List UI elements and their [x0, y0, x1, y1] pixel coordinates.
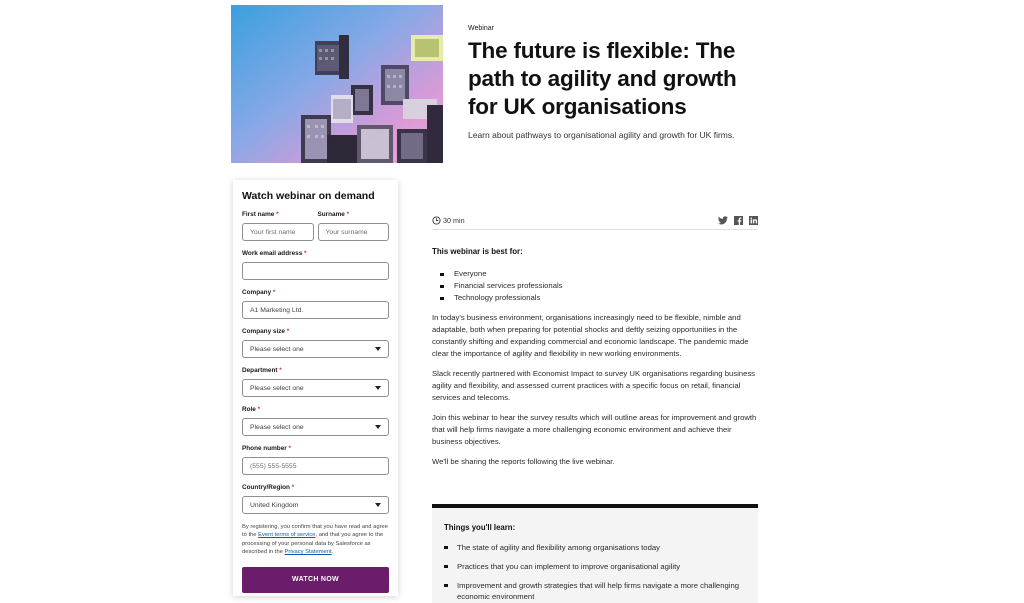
- form-title: Watch webinar on demand: [242, 190, 375, 202]
- email-input[interactable]: [242, 262, 389, 280]
- country-select[interactable]: United Kingdom: [242, 496, 389, 514]
- city-collage-illustration: [231, 5, 443, 163]
- first-name-label: First name *: [242, 211, 279, 218]
- company-label: Company *: [242, 289, 276, 296]
- company-field-group: [242, 289, 389, 319]
- phone-field-group: [242, 445, 389, 475]
- description-paragraph: We'll be sharing the reports following the live webinar.: [432, 457, 615, 466]
- learn-heading: Things you'll learn:: [444, 523, 516, 532]
- linkedin-icon[interactable]: [749, 216, 758, 225]
- privacy-statement-link[interactable]: Privacy Statement: [284, 549, 332, 556]
- share-icons: [718, 216, 758, 225]
- first-name-input[interactable]: Your first name: [242, 223, 314, 241]
- description-paragraph: Slack recently partnered with Economist Impact to survey UK organisations regarding business agility and flexibility, and assessed current practices with a specific focus on retail, financial services and telecoms.: [432, 369, 756, 402]
- learn-box: [432, 504, 758, 603]
- list-item: Practices that you can implement to improve organisational agility: [444, 561, 746, 572]
- best-for-list: [432, 268, 758, 304]
- list-item: Everyone: [432, 268, 758, 280]
- page-title: The future is flexible: The path to agility and growth for UK organisations: [468, 38, 737, 119]
- page-subtitle: Learn about pathways to organisational agility and growth for UK firms.: [468, 130, 735, 140]
- surname-label: Surname *: [317, 211, 350, 218]
- role-field-group: [242, 406, 389, 436]
- chevron-down-icon: [375, 386, 381, 390]
- country-label: Country/Region *: [242, 484, 295, 491]
- description-paragraph: Join this webinar to hear the survey results which will outline areas for improvement and growth that will help firms navigate a more challenging economic environment and achieve their business objectives.: [432, 413, 757, 446]
- company-input[interactable]: A1 Marketing Ltd.: [242, 301, 389, 319]
- department-label: Department *: [242, 367, 282, 374]
- company-size-select[interactable]: Please select one: [242, 340, 389, 358]
- duration: [432, 216, 465, 225]
- chevron-down-icon: [375, 503, 381, 507]
- surname-field-group: [318, 211, 390, 241]
- role-label: Role *: [242, 406, 261, 413]
- chevron-down-icon: [375, 347, 381, 351]
- best-for-heading: This webinar is best for:: [432, 247, 523, 256]
- registration-form: [233, 180, 398, 596]
- facebook-icon[interactable]: [734, 216, 743, 225]
- phone-input[interactable]: (555) 555-5555: [242, 457, 389, 475]
- email-label: Work email address *: [242, 250, 307, 257]
- company-size-label: Company size *: [242, 328, 290, 335]
- watch-now-button[interactable]: WATCH NOW: [242, 567, 389, 593]
- legal-notice: By registering, you confirm that you have read and agree to the Event terms of service, and that you agree to the processing of your personal data by Salesforce as described in the Privacy Statement.: [242, 524, 388, 556]
- list-item: The state of agility and flexibility among organisations today: [444, 542, 746, 553]
- country-field-group: [242, 484, 389, 514]
- list-item: Improvement and growth strategies that will help firms navigate a more challenging economic environment: [444, 580, 746, 602]
- company-size-field-group: [242, 328, 389, 358]
- hero-text: [468, 25, 768, 140]
- description-paragraph: In today's business environment, organisations increasingly need to be flexible, nimble and adaptable, both when preparing for potential shocks and deftly seizing opportunities in the constantly shifting and expanding commercial and economic landscape. The pandemic made clear the importance of agility and flexibility in new working environments.: [432, 313, 749, 358]
- first-name-field-group: [242, 211, 314, 241]
- list-item: Technology professionals: [432, 292, 758, 304]
- chevron-down-icon: [375, 425, 381, 429]
- clock-icon: [432, 216, 441, 225]
- role-select[interactable]: Please select one: [242, 418, 389, 436]
- department-select[interactable]: Please select one: [242, 379, 389, 397]
- eyebrow-label: Webinar: [468, 25, 494, 32]
- learn-list: [444, 542, 746, 602]
- hero-image: [231, 5, 443, 163]
- email-field-group: [242, 250, 389, 280]
- department-field-group: [242, 367, 389, 397]
- phone-label: Phone number *: [242, 445, 292, 452]
- webinar-description: [432, 246, 758, 476]
- duration-label: 30 min: [443, 215, 465, 225]
- twitter-icon[interactable]: [718, 216, 728, 225]
- surname-input[interactable]: Your surname: [318, 223, 390, 241]
- event-terms-link[interactable]: Event terms of service: [258, 532, 316, 539]
- meta-row: [432, 214, 758, 230]
- list-item: Financial services professionals: [432, 280, 758, 292]
